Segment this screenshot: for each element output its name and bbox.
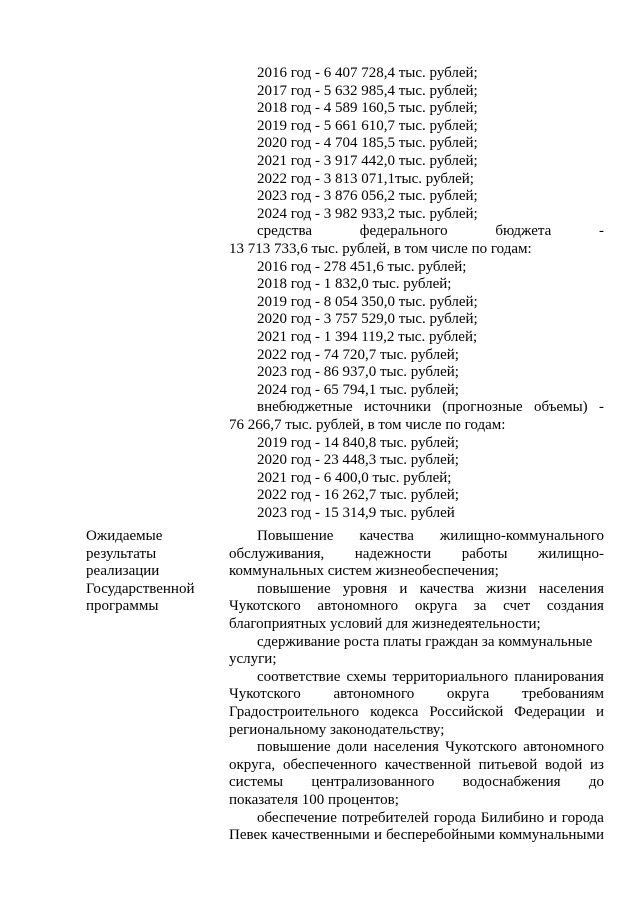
word: качества: [419, 580, 475, 597]
funding-year-line: 2021 год - 3 917 442,0 тыс. рублей;: [257, 153, 478, 169]
results-line: [257, 739, 604, 757]
word: Чукотского: [229, 686, 301, 703]
word: централизованного: [311, 774, 435, 791]
word: кодекса: [370, 704, 419, 720]
extrabudget-heading: [257, 399, 604, 417]
word: питьевой: [478, 756, 538, 773]
word: счет: [503, 598, 531, 615]
word: за: [473, 598, 487, 615]
word: и: [399, 580, 408, 597]
results-line: [229, 774, 604, 792]
word: до: [588, 774, 604, 791]
word: качественной: [384, 756, 471, 773]
word: населения: [373, 739, 439, 756]
word: системы: [229, 774, 284, 791]
extrabudget-year-line: 2021 год - 6 400,0 тыс. рублей;: [257, 469, 452, 486]
word: водой: [545, 756, 583, 773]
word: обслуживания,: [229, 545, 325, 562]
word: Билибино: [480, 809, 545, 826]
word: и: [548, 809, 557, 826]
federal-year-line: 2016 год - 278 451,6 тыс. рублей;: [257, 258, 467, 275]
word: требованиям: [521, 686, 604, 703]
word: -: [598, 399, 604, 416]
funding-year-line: 2022 год - 3 813 071,1тыс. рублей;: [257, 170, 474, 187]
word: и: [373, 827, 382, 844]
extrabudget-total: 76 266,7 тыс. рублей, в том числе по годам:: [229, 417, 506, 433]
word: Российской: [429, 704, 504, 720]
word: автономного: [333, 686, 415, 703]
results-line: [229, 546, 604, 564]
word: Федерации: [514, 704, 586, 720]
results-line: [229, 757, 604, 775]
word: уровня: [342, 580, 388, 597]
results-line: [229, 686, 604, 704]
word: повышение: [257, 580, 331, 597]
word: потребителей: [341, 809, 429, 826]
word: автономного: [523, 739, 604, 756]
word: обеспеченного: [282, 756, 377, 773]
word: Чукотского: [229, 598, 301, 615]
results-line: благоприятных условий для жизнедеятельности;: [229, 616, 541, 632]
word: объемы): [533, 399, 588, 416]
results-line: [229, 827, 604, 845]
funding-year-line: 2018 год - 4 589 160,5 тыс. рублей;: [257, 100, 478, 117]
word: бесперебойными: [386, 827, 495, 844]
word: округа: [414, 598, 458, 615]
results-line: [257, 810, 604, 828]
funding-year-line: 2019 год - 5 661 610,7 тыс. рублей;: [257, 117, 478, 134]
results-line: коммунальных систем жизнеобеспечения;: [229, 563, 499, 580]
word: жилищно-коммунального: [439, 528, 604, 544]
results-line: [257, 581, 604, 599]
funding-year-line: 2024 год - 3 982 933,2 тыс. рублей;: [257, 205, 478, 222]
results-label-line: результаты: [86, 545, 157, 562]
results-label-line: реализации: [86, 563, 160, 580]
federal-year-line: 2020 год - 3 757 529,0 тыс. рублей;: [257, 311, 478, 328]
word: бюджета: [495, 223, 552, 240]
funding-year-line: 2016 год - 6 407 728,4 тыс. рублей;: [257, 65, 478, 81]
word: соответствие: [257, 668, 341, 685]
results-line: [257, 528, 604, 546]
word: -: [599, 223, 604, 240]
word: обеспечение: [257, 809, 337, 826]
results-label-line: программы: [86, 598, 159, 615]
word: источники: [363, 399, 431, 416]
word: города: [433, 809, 476, 826]
word: Повышение: [257, 528, 334, 544]
word: качественными: [271, 827, 370, 844]
funding-year-line: 2023 год - 3 876 056,2 тыс. рублей;: [257, 188, 478, 205]
results-line: сдерживание роста платы граждан за коммунальные: [257, 633, 593, 650]
extrabudget-year-line: 2020 год - 23 448,3 тыс. рублей;: [257, 452, 459, 469]
word: Певек: [229, 827, 268, 844]
results-label-line: Ожидаемые: [86, 528, 163, 544]
extrabudget-year-line: 2022 год - 16 262,7 тыс. рублей;: [257, 487, 459, 504]
federal-year-line: 2023 год - 86 937,0 тыс. рублей;: [257, 364, 459, 381]
word: федерального: [359, 223, 448, 240]
federal-budget-heading: [257, 223, 604, 241]
word: надежности: [354, 545, 432, 562]
word: жилищно-: [537, 545, 604, 562]
extrabudget-year-line: 2019 год - 14 840,8 тыс. рублей;: [257, 434, 459, 451]
word: работы: [461, 545, 508, 562]
word: населения: [538, 580, 604, 597]
word: повышение: [257, 739, 331, 756]
word: внебюджетные: [257, 399, 353, 416]
word: округа: [446, 686, 490, 703]
federal-year-line: 2019 год - 8 054 350,0 тыс. рублей;: [257, 293, 478, 310]
results-line: услуги;: [229, 651, 277, 668]
word: округа,: [229, 756, 276, 773]
federal-year-line: 2024 год - 65 794,1 тыс. рублей;: [257, 381, 459, 398]
funding-year-line: 2020 год - 4 704 185,5 тыс. рублей;: [257, 135, 478, 152]
federal-budget-total: 13 713 733,6 тыс. рублей, в том числе по годам:: [229, 241, 532, 257]
word: качества: [359, 528, 414, 544]
results-line: [229, 598, 604, 616]
word: территориального: [392, 668, 509, 685]
word: схемы: [346, 668, 387, 685]
word: из: [590, 756, 604, 773]
word: и: [595, 704, 604, 720]
word: средства: [257, 223, 313, 240]
extrabudget-year-line: 2023 год - 15 314,9 тыс. рублей: [257, 505, 455, 521]
results-label-line: Государственной: [86, 580, 195, 597]
word: коммунальными: [499, 827, 604, 844]
word: доли: [336, 739, 368, 756]
word: города: [561, 809, 604, 826]
word: автономного: [317, 598, 399, 615]
federal-year-line: 2022 год - 74 720,7 тыс. рублей;: [257, 346, 459, 363]
word: жизни: [486, 580, 527, 597]
word: планирования: [514, 668, 604, 685]
federal-year-line: 2021 год - 1 394 119,2 тыс. рублей;: [257, 329, 478, 345]
results-line: показателя 100 процентов;: [229, 792, 399, 808]
funding-year-line: 2017 год - 5 632 985,4 тыс. рублей;: [257, 82, 478, 99]
word: Чукотского: [445, 739, 517, 756]
federal-year-line: 2018 год - 1 832,0 тыс. рублей;: [257, 276, 452, 293]
word: Градостроительного: [229, 704, 360, 720]
results-line: [257, 669, 604, 687]
results-line: [229, 704, 604, 722]
results-line: региональному законодательству;: [229, 721, 445, 738]
word: (прогнозные: [442, 399, 523, 416]
word: создания: [546, 598, 604, 615]
word: водоснабжения: [462, 774, 561, 791]
